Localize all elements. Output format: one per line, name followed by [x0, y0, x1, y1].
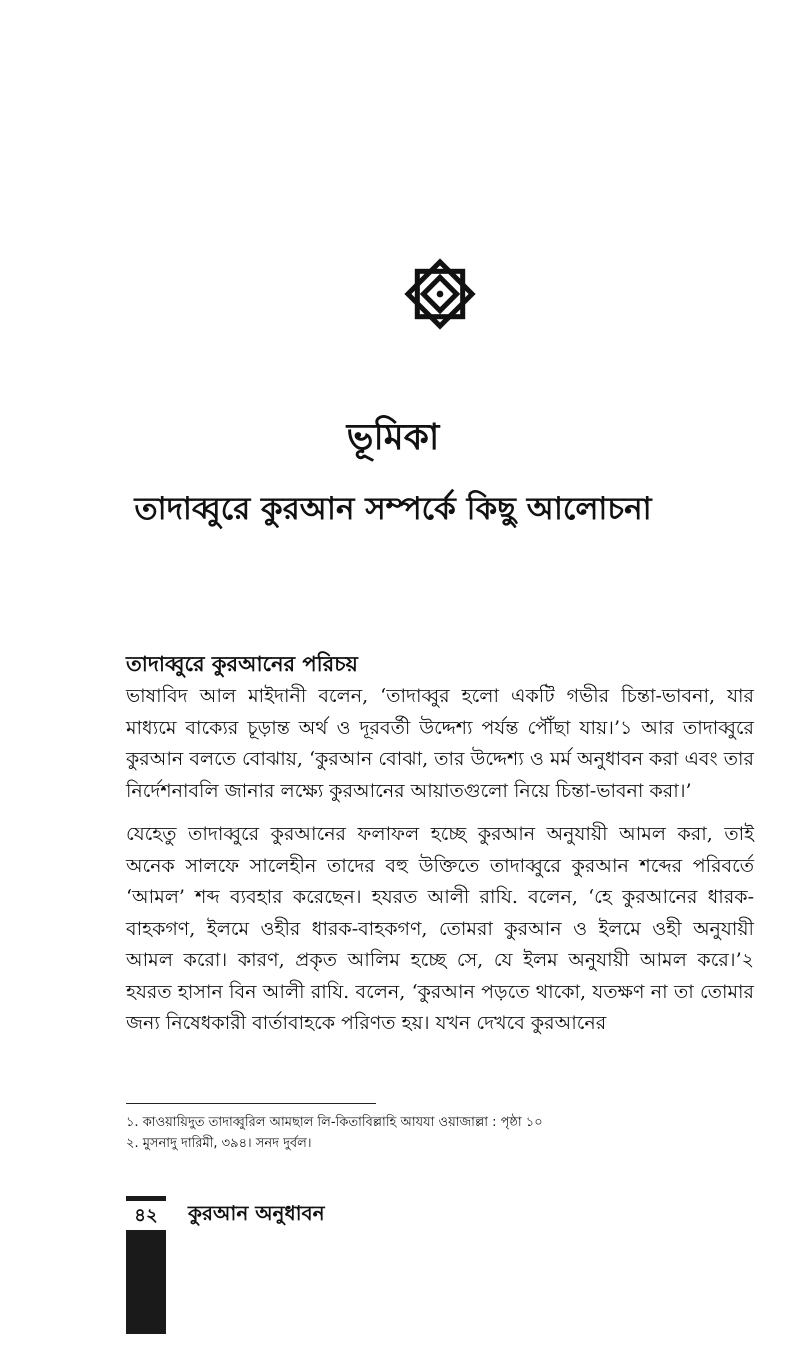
footnote-item: ১. কাওয়ায়িদুত তাদাব্বুরিল আমছাল লি-কিতাবিল্লাহি আযযা ওয়াজাল্লা : পৃষ্ঠা ১০: [126, 1115, 543, 1130]
footnote-item: ২. মুসনাদু দারিমী, ৩৯৪। সনদ দুর্বল।: [126, 1136, 312, 1151]
paragraph: যেহেতু তাদাব্বুরে কুরআনের ফলাফল হচ্ছে কুরআন অনুযায়ী আমল করা, তাই অনেক সালফে সালেহীন তাদের বহু উক্তিতে তাদাব্বুরে কুরআন শব্দের পরিবর্তে ‘আমল’ শব্দ ব্যবহার করেছেন। হযরত আলী রাযি. বলেন, ‘হে কুরআনের ধারক-বাহকগণ, ইলমে ওহীর ধারক-বাহকগণ, তোমরা কুরআন ও ইলমে ওহী অনুযায়ী আমল করো। কারণ, প্রকৃত আলিম হচ্ছে সে, যে ইলম অনুযায়ী আমল করে।’২ হযরত হাসান বিন আলী রাযি. বলেন, ‘কুরআন পড়তে থাকো, যতক্ষণ না তা তোমার জন্য নিষেধকারী বার্তাবাহকে পরিণত হয়। যখন দেখবে কুরআনের: [126, 823, 754, 1034]
footnote-divider: [126, 1103, 376, 1104]
page-subtitle: তাদাব্বুরে কুরআন সম্পর্কে কিছু আলোচনা: [134, 491, 652, 527]
page-number: ৪২: [126, 1196, 166, 1230]
section-heading: তাদাব্বুরে কুরআনের পরিচয়: [126, 652, 358, 676]
main-content: [126, 647, 754, 1040]
page-title: ভূমিকা: [346, 417, 440, 458]
footnotes: [126, 1112, 754, 1154]
islamic-star-ornament-icon: [398, 252, 482, 336]
running-footer-title: কুরআন অনুধাবন: [188, 1201, 325, 1225]
paragraph: ভাষাবিদ আল মাইদানী বলেন, ‘তাদাব্বুর হলো একটি গভীর চিন্তা-ভাবনা, যার মাধ্যমে বাক্যের চূড়ান্ত অর্থ ও দূরবর্তী উদ্দেশ্য পর্যন্ত পৌঁছা যায়।’১ আর তাদাব্বুরে কুরআন বলতে বোঝায়, ‘কুরআন বোঝা, তার উদ্দেশ্য ও মর্ম অনুধাবন করা এবং তার নির্দেশনাবলি জানার লক্ষ্যে কুরআনের আয়াতগুলো নিয়ে চিন্তা-ভাবনা করা।’: [126, 685, 754, 802]
